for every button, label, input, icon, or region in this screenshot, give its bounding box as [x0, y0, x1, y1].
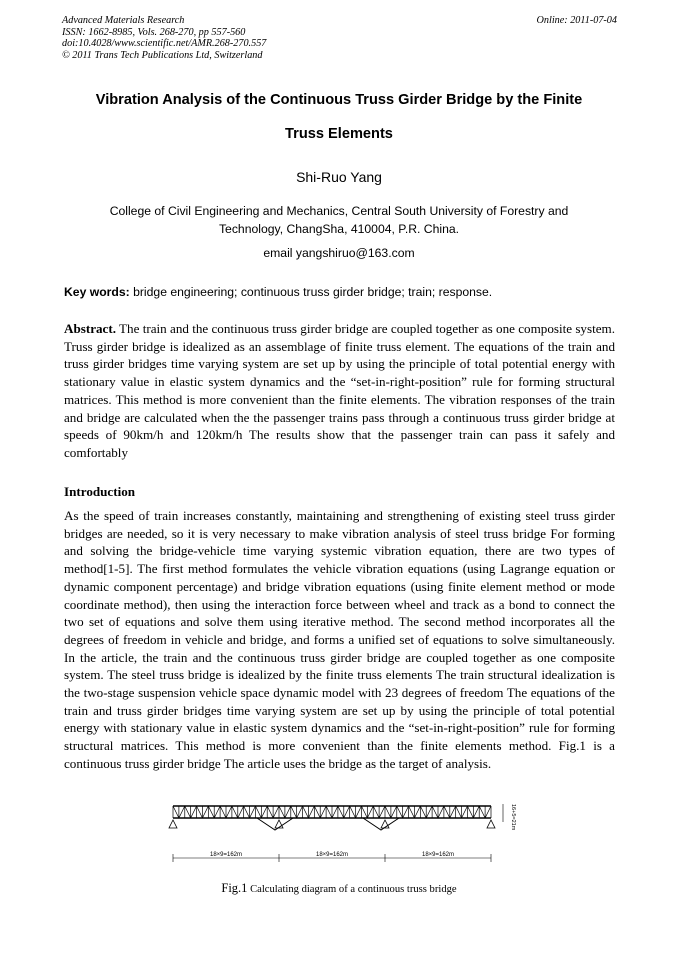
span-label-1: 18×9=162m — [209, 852, 243, 858]
copyright-line: © 2011 Trans Tech Publications Ltd, Switzerland — [62, 49, 263, 61]
truss-diagonal — [367, 806, 373, 818]
introduction-heading: Introduction — [64, 484, 136, 499]
abstract-label: Abstract. — [64, 321, 116, 336]
truss-diagonal — [462, 806, 468, 818]
span-label-3: 18×9=162m — [421, 852, 455, 858]
truss-diagonal — [185, 806, 191, 818]
truss-diagonal — [420, 806, 426, 818]
truss-diagonal — [173, 806, 179, 818]
author-affiliation: College of Civil Engineering and Mechanics, Central South University of Forestry and Technology, ChangSha, 410004, P.R. China. — [109, 204, 569, 236]
span-label-2: 18×9=162m — [315, 852, 349, 858]
truss-diagonal — [361, 806, 367, 818]
truss-diagonal — [326, 806, 332, 818]
paper-title-line-1: Vibration Analysis of the Continuous Truss Girder Bridge by the Finite — [95, 92, 583, 108]
truss-diagonal — [197, 806, 203, 818]
truss-diagonal — [414, 806, 420, 818]
bridge-figure — [165, 800, 525, 872]
keywords-label: Key words: — [64, 285, 130, 299]
truss-diagonal — [220, 806, 226, 818]
author-email: email yangshiruo@163.com — [263, 246, 415, 260]
truss-diagonal — [379, 806, 385, 818]
truss-diagonal — [214, 806, 220, 818]
figure-caption — [0, 881, 678, 896]
truss-diagonal — [255, 806, 261, 818]
supports — [169, 820, 495, 828]
author-name: Shi-Ruo Yang — [296, 169, 382, 185]
truss-diagonal — [273, 806, 279, 818]
truss-diagonal — [179, 806, 185, 818]
truss-diagonal — [373, 806, 379, 818]
truss-diagonal — [226, 806, 232, 818]
introduction-text: As the speed of train increases constantly, maintaining and strengthening of existing steel truss girder bridges are needed, so it is very necessary to make vibration analysis of steel truss bridge For forming and solving the bridge-vehicle time varying systemic vibration equation, there are two types of method[1-5]. The first method formulates the vehicle vibration equations (using Lagrange equation or dynamic component percentage) and bridge vibration equations (using finite element method or mode coordinate method), then using the interaction force between wheel and track as a bond to connect the two set of equations and solve them using iterative method. The second method incorporates all the degrees of freedom in vehicle and bridge, and forms a unified set of equations to solve simultaneously. In the article, the train and the continuous truss girder bridge are coupled together as one composite system. The steel truss bridge is idealized by the finite truss elements The train structural idealization is the two-stage suspension vehicle space dynamic model with 23 degrees of freedom The equations of the train and truss girder bridges time varying system are set up by using the principle of total potential energy with stationary value in elastic system dynamics and the “set-in-right-position” rule for forming structural matrices. This method is more convenient than the finite elements method. Fig.1 is a continuous truss girder bridge The article uses the bridge as the target of analysis. — [64, 508, 615, 771]
paper-title-line-2: Truss Elements — [285, 126, 393, 142]
keywords-text: bridge engineering; continuous truss girder bridge; train; response. — [129, 285, 493, 299]
truss-diagonal — [344, 806, 350, 818]
truss-diagonal — [285, 806, 291, 818]
support-icon — [487, 820, 495, 828]
truss-diagonal — [450, 806, 456, 818]
truss-diagonal — [485, 806, 491, 818]
truss-diagonal — [297, 806, 303, 818]
truss-diagonal — [238, 806, 244, 818]
keywords — [64, 285, 616, 299]
truss-diagonal — [202, 806, 208, 818]
truss-diagonal — [426, 806, 432, 818]
truss-diagonal — [208, 806, 214, 818]
truss-diagonal — [308, 806, 314, 818]
truss-diagonal — [432, 806, 438, 818]
truss-diagonal — [385, 806, 391, 818]
truss-diagonal — [250, 806, 256, 818]
truss-diagonal — [291, 806, 297, 818]
support-icon — [169, 820, 177, 828]
truss-diagonal — [303, 806, 309, 818]
journal-name: Advanced Materials Research — [62, 15, 185, 26]
truss-diagonal — [279, 806, 285, 818]
truss-diagonal — [191, 806, 197, 818]
abstract-text: The train and the continuous truss girder bridge are coupled together as one composite system. Truss girder bridge is idealized as an assemblage of finite truss element. The equations of the train and truss girder bridges time varying system are set up by using the principle of total potential energy with stationary value in elastic system dynamics and the “set-in-right-position” rule for forming structural matrices. This method is more convenient than the finite elements. The vibration responses of the train and bridge are calculated when the the passenger trains pass through a continuous truss girder bridge at speeds of 90km/h and 120km/h The results show that the passenger train can pass it safely and comfortably — [64, 321, 615, 460]
truss-diagonal — [244, 806, 250, 818]
online-date: Online: 2011-07-04 — [536, 15, 617, 26]
figure-caption-text: Calculating diagram of a continuous truss bridge — [247, 884, 457, 895]
truss-diagonal — [332, 806, 338, 818]
truss-diagonal — [267, 806, 273, 818]
truss-diagonal — [314, 806, 320, 818]
truss-diagonal — [444, 806, 450, 818]
truss-diagonal — [320, 806, 326, 818]
truss-diagonal — [403, 806, 409, 818]
truss-diagonal — [232, 806, 238, 818]
truss-diagonal — [261, 806, 267, 818]
abstract — [64, 320, 615, 462]
truss-web — [173, 806, 491, 818]
issn-line: ISSN: 1662-8985, Vols. 268-270, pp 557-560 — [62, 26, 246, 38]
truss-diagonal — [409, 806, 415, 818]
truss-diagonal — [479, 806, 485, 818]
journal-header — [62, 15, 617, 61]
truss-diagonal — [338, 806, 344, 818]
height-dimension-label: 16+5=21m — [510, 804, 516, 831]
figure-caption-label: Fig.1 — [221, 881, 248, 895]
truss-diagonal — [456, 806, 462, 818]
doi-line: doi:10.4028/www.scientific.net/AMR.268-270.557 — [62, 38, 267, 50]
truss-diagonal — [356, 806, 362, 818]
truss-diagonal — [391, 806, 397, 818]
truss-diagonal — [350, 806, 356, 818]
truss-diagonal — [438, 806, 444, 818]
truss-diagonal — [397, 806, 403, 818]
truss-diagonal — [467, 806, 473, 818]
truss-diagonal — [473, 806, 479, 818]
